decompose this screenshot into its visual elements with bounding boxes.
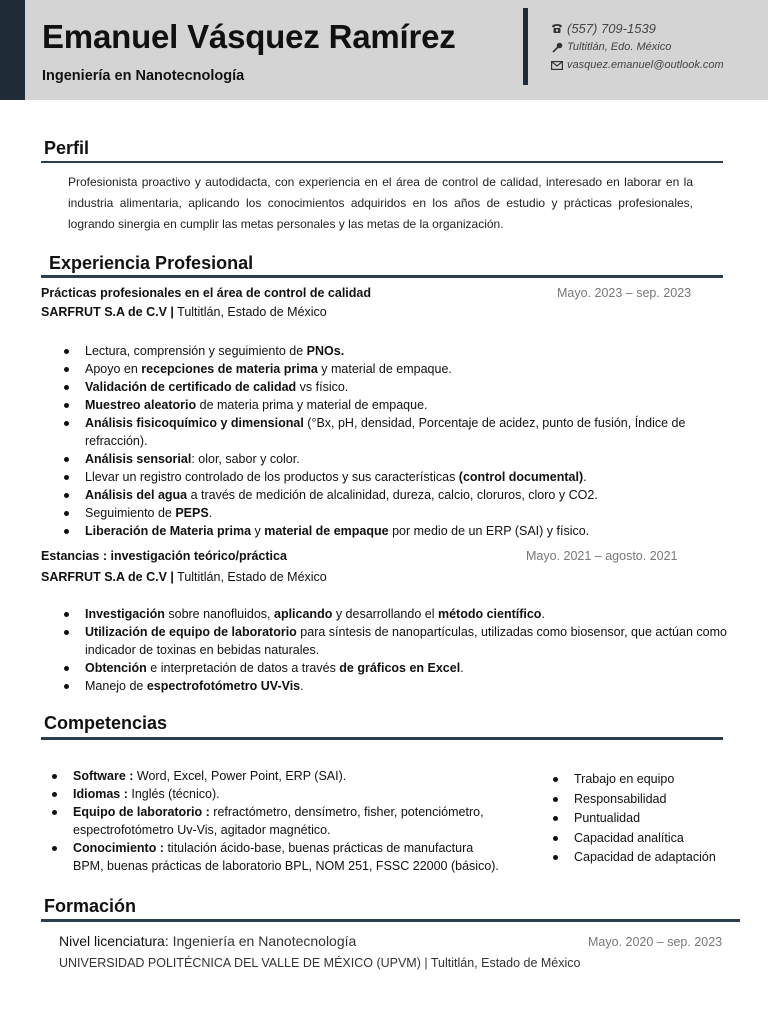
emphasis-text: de gráficos en Excel	[339, 661, 461, 675]
item-text: e interpretación de datos a través	[146, 661, 340, 675]
emphasis-text: recepciones de materia prima	[141, 362, 318, 376]
job-title: Prácticas profesionales en el área de control de calidad	[41, 286, 371, 300]
item-text: .	[583, 470, 587, 484]
list-item	[62, 342, 712, 360]
section-rule	[41, 919, 740, 922]
contact-phone-text: (557) 709-1539	[567, 21, 656, 36]
emphasis-text: espectrofotómetro UV-Vis	[146, 679, 301, 693]
list-item	[50, 803, 500, 839]
contact-location	[550, 41, 671, 53]
header-divider	[523, 8, 528, 85]
degree-level: Nivel licenciatura:	[59, 933, 169, 949]
list-item	[62, 522, 712, 540]
section-rule	[41, 161, 723, 163]
item-text: a través de medición de alcalinidad, dureza, calcio, cloruros, cloro y CO2.	[187, 488, 598, 502]
company-location: Tultitlán, Estado de México	[173, 305, 327, 319]
item-text: sobre nanofluidos,	[164, 607, 274, 621]
item-text: y	[251, 524, 265, 538]
list-item	[62, 450, 712, 468]
list-item: Trabajo en equipo	[551, 770, 741, 790]
item-text: .	[208, 506, 213, 520]
emphasis-text: Obtención	[85, 661, 147, 675]
emphasis-text: Análisis fisicoquímico y dimensional	[85, 416, 304, 430]
section-title-profile: Perfil	[44, 138, 90, 158]
emphasis-text: Software :	[73, 769, 134, 783]
education-degree	[59, 933, 356, 949]
list-item	[62, 414, 712, 450]
item-text: y material de empaque.	[317, 362, 452, 376]
item-text: .	[300, 679, 304, 693]
emphasis-text: método científico	[437, 607, 542, 621]
list-item	[50, 839, 500, 875]
emphasis-text: Investigación	[85, 607, 165, 621]
emphasis-text: PEPS	[175, 506, 209, 520]
soft-skills-list	[551, 770, 741, 868]
emphasis-text: material de empaque	[264, 524, 389, 538]
emphasis-text: (control documental)	[458, 470, 584, 484]
item-text: para síntesis de nanopartículas, utilizadas como biosensor, que actúan como indicador de toxinas en bebidas naturales.	[85, 625, 727, 657]
list-item: Capacidad de adaptación	[551, 848, 741, 868]
list-item: Capacidad analítica	[551, 829, 741, 849]
emphasis-text: PNOs.	[306, 344, 345, 358]
emphasis-text: Análisis del agua	[85, 488, 188, 502]
item-text: .	[541, 607, 545, 621]
emphasis-text: Muestreo aleatorio	[85, 398, 197, 412]
job-title: Estancias : investigación teórico/práctica	[41, 549, 287, 563]
list-item: Puntualidad	[551, 809, 741, 829]
list-item	[62, 623, 727, 659]
item-text: (°Bx, pH, densidad, Porcentaje de acidez, punto de fusión, Índice de refracción).	[85, 416, 686, 448]
item-text: por medio de un ERP (SAI) y físico.	[388, 524, 590, 538]
emphasis-text: Utilización de equipo de laboratorio	[85, 625, 297, 639]
item-text: y desarrollando el	[332, 607, 438, 621]
job-dates: Mayo. 2021 – agosto. 2021	[526, 549, 678, 563]
list-item	[62, 378, 712, 396]
company-location: Tultitlán, Estado de México	[173, 570, 327, 584]
list-item	[50, 785, 500, 803]
section-rule	[41, 737, 723, 740]
emphasis-text: Idiomas :	[73, 787, 128, 801]
degree-program: Ingeniería en Nanotecnología	[168, 933, 357, 949]
candidate-name: Emanuel Vásquez Ramírez	[42, 18, 456, 55]
contact-email[interactable]	[550, 59, 724, 71]
education-school: UNIVERSIDAD POLITÉCNICA DEL VALLE DE MÉXICO (UPVM) | Tultitlán, Estado de México	[59, 956, 581, 970]
job-company	[41, 305, 327, 319]
item-text: Seguimiento de	[85, 506, 176, 520]
list-item	[50, 767, 500, 785]
item-text: vs físico.	[296, 380, 349, 394]
list-item	[62, 504, 712, 522]
location-pin-icon	[550, 42, 564, 53]
item-text: de materia prima y material de empaque.	[196, 398, 428, 412]
list-item	[62, 468, 712, 486]
list-item: Responsabilidad	[551, 790, 741, 810]
phone-icon	[550, 23, 564, 34]
section-title-education: Formación	[44, 896, 137, 916]
job-responsibilities	[62, 605, 727, 695]
item-text: Llevar un registro controlado de los productos y sus características	[85, 470, 459, 484]
education-dates: Mayo. 2020 – sep. 2023	[588, 935, 723, 949]
emphasis-text: Equipo de laboratorio :	[73, 805, 210, 819]
job-dates: Mayo. 2023 – sep. 2023	[557, 286, 692, 300]
list-item	[62, 677, 727, 695]
contact-email-text[interactable]: vasquez.emanuel@outlook.com	[567, 59, 724, 71]
item-text: Inglés (técnico).	[127, 787, 220, 801]
company-name: SARFRUT S.A de C.V |	[41, 570, 174, 584]
emphasis-text: aplicando	[274, 607, 333, 621]
emphasis-text: Conocimiento :	[73, 841, 164, 855]
header-accent-bar	[0, 0, 25, 100]
job-responsibilities	[62, 342, 712, 540]
item-text: : olor, sabor y color.	[191, 452, 300, 466]
item-text: Word, Excel, Power Point, ERP (SAI).	[133, 769, 347, 783]
emphasis-text: Análisis sensorial	[85, 452, 192, 466]
contact-location-text: Tultitlán, Edo. México	[567, 41, 672, 53]
list-item	[62, 396, 712, 414]
section-rule	[41, 275, 723, 278]
list-item	[62, 360, 712, 378]
technical-skills-list	[50, 767, 500, 875]
envelope-icon	[550, 61, 564, 70]
item-text: .	[460, 661, 464, 675]
list-item	[62, 486, 712, 504]
item-text: titulación ácido-base, buenas prácticas de manufactura BPM, buenas prácticas de laboratorio BPL, NOM 251, FSSC 22000 (básico).	[73, 841, 499, 873]
item-text: refractómetro, densímetro, fisher, potenciómetro, espectrofotómetro Uv-Vis, agitador magnético.	[73, 805, 484, 837]
emphasis-text: Liberación de Materia prima	[85, 524, 252, 538]
job-company	[41, 570, 327, 584]
item-text: Manejo de	[85, 679, 147, 693]
profile-text: Profesionista proactivo y autodidacta, con experiencia en el área de control de calidad, interesado en laborar en la industria alimentaria, aplicando los conocimientos adquiridos en los años de estudio y prácticas profesionales, logrando sinergia en cumplir las metas personales y las metas de la organización.	[68, 175, 693, 231]
company-name: SARFRUT S.A de C.V |	[41, 305, 174, 319]
contact-phone	[550, 21, 656, 36]
list-item	[62, 605, 727, 623]
section-title-skills: Competencias	[44, 713, 168, 733]
item-text: Lectura, comprensión y seguimiento de	[85, 344, 307, 358]
candidate-title: Ingeniería en Nanotecnología	[42, 68, 245, 84]
section-title-experience: Experiencia Profesional	[49, 253, 254, 273]
list-item	[62, 659, 727, 677]
item-text: Apoyo en	[85, 362, 142, 376]
emphasis-text: Validación de certificado de calidad	[85, 380, 297, 394]
